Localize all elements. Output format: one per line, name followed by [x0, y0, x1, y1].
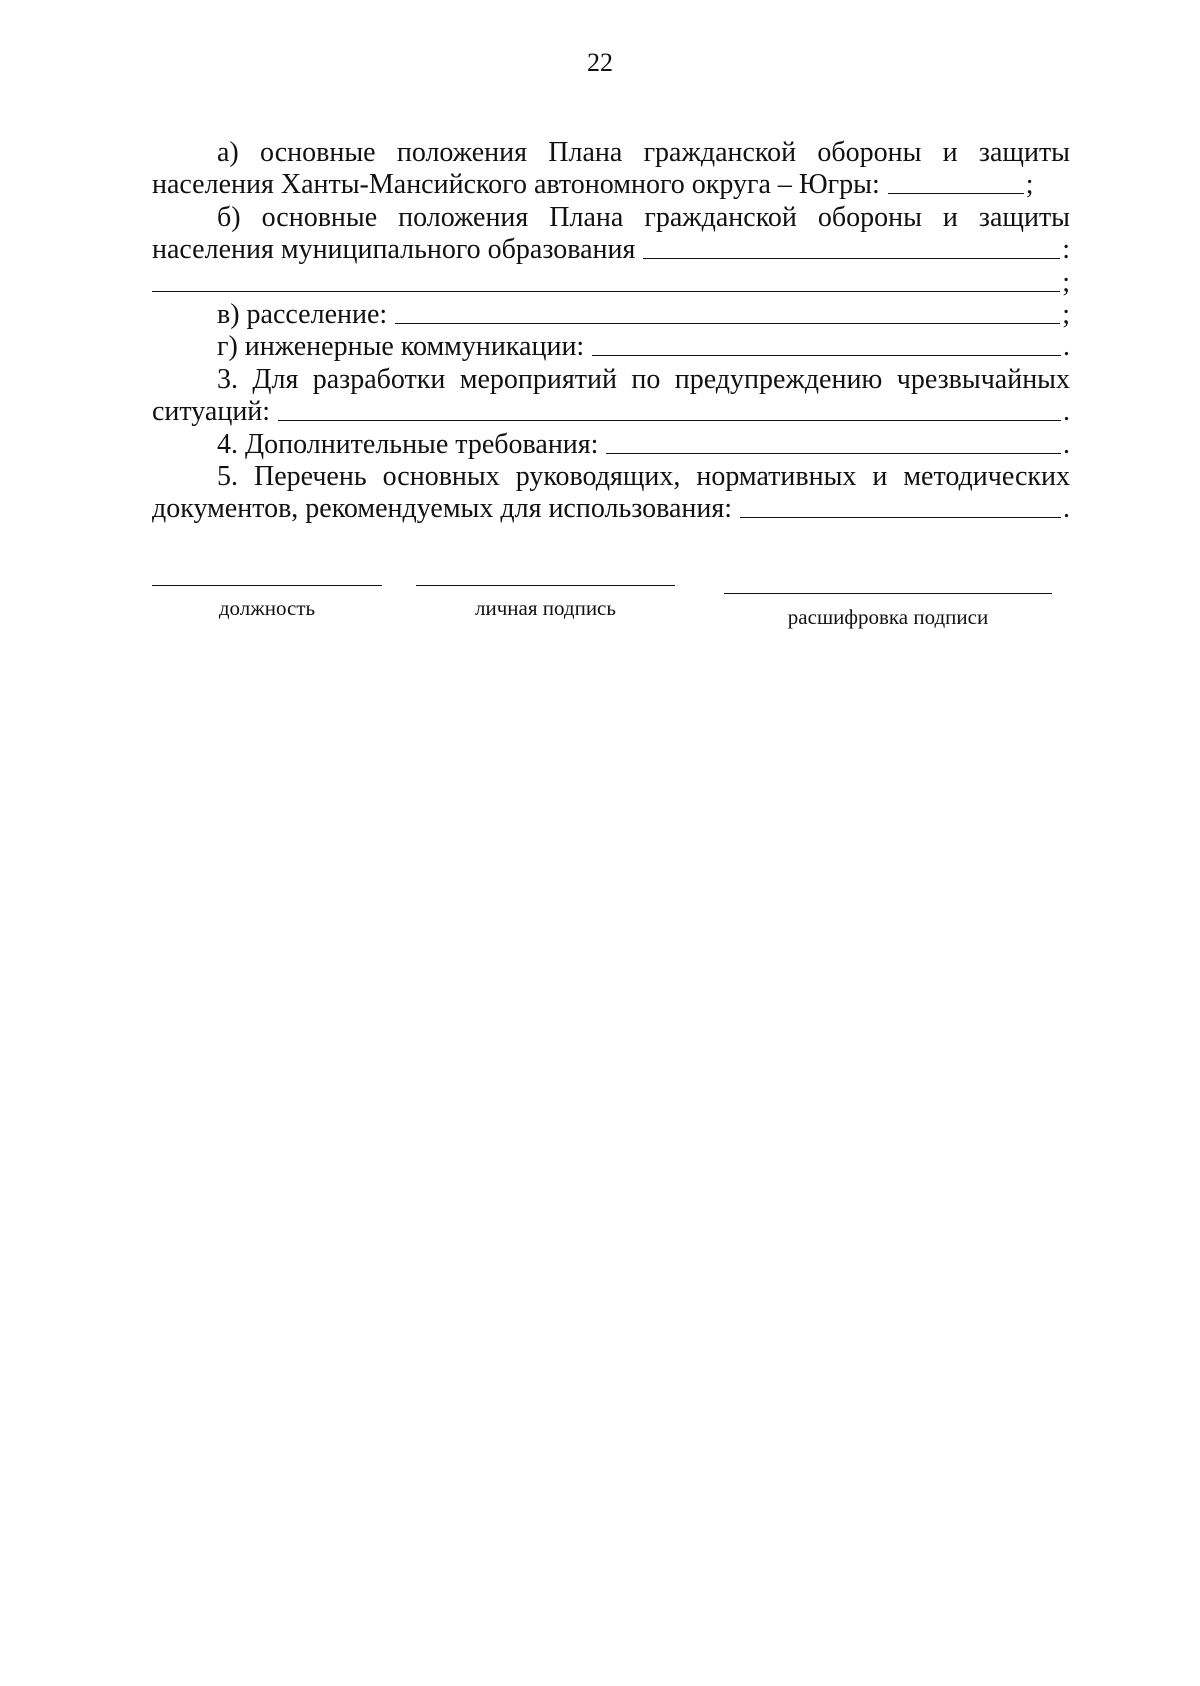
item-3-punct: . [1063, 396, 1070, 428]
item-5-line-1: 5. Перечень основных руководящих, нормативных и методических [217, 460, 1070, 492]
item-a-punct: ; [1025, 169, 1034, 201]
item-5-punct: . [1063, 493, 1070, 525]
item-b-punct-2: ; [1062, 266, 1070, 298]
item-b-line-2 [152, 234, 1070, 266]
item-v-punct: ; [1062, 298, 1070, 330]
item-b-blank-field-2[interactable] [152, 267, 1060, 292]
item-4-text: 4. Дополнительные требования: [217, 428, 599, 460]
item-5-line-2 [152, 493, 1070, 525]
item-a-blank-field[interactable] [888, 169, 1024, 194]
page-number: 22 [587, 48, 613, 77]
item-b-punct: : [1062, 234, 1070, 266]
item-5-blank-field[interactable] [740, 493, 1061, 518]
item-4-blank-field[interactable] [606, 429, 1061, 454]
item-b-line-3 [152, 267, 1070, 299]
item-g-line [152, 331, 1070, 363]
signature-blank-field[interactable] [416, 585, 675, 586]
signature-personal [416, 585, 675, 620]
item-a-line-1: а) основные положения Плана гражданской обороны и защиты [217, 137, 1070, 168]
item-g-punct: . [1063, 331, 1070, 363]
signature-label: личная подпись [475, 596, 616, 620]
item-3-line-1: 3. Для разработки мероприятий по предупреждению чрезвычайных [217, 363, 1070, 395]
item-g-blank-field[interactable] [592, 331, 1061, 356]
item-3-text: ситуаций: [152, 396, 271, 428]
item-4-line [152, 429, 1070, 461]
signature-name [724, 585, 1052, 629]
item-a-line-2 [152, 169, 1070, 201]
position-blank-field[interactable] [152, 585, 382, 586]
item-b-text: населения муниципального образования [152, 234, 636, 266]
item-v-blank-field[interactable] [395, 299, 1060, 324]
item-5-text: документов, рекомендуемых для использования: [152, 493, 733, 525]
item-a-text: населения Ханты-Мансийского автономного округа – Югры: [152, 169, 880, 201]
item-3-line-2 [152, 396, 1070, 428]
name-label: расшифровка подписи [787, 605, 989, 629]
item-g-text: г) инженерные коммуникации: [217, 331, 585, 363]
signature-position [152, 585, 382, 620]
signature-block [0, 585, 1200, 645]
item-b-line-1: б) основные положения Плана гражданской обороны и защиты [217, 201, 1070, 233]
form-body [152, 137, 1070, 526]
item-b-blank-field[interactable] [643, 234, 1060, 259]
position-label: должность [218, 596, 316, 620]
item-4-punct: . [1063, 428, 1070, 460]
name-blank-field[interactable] [724, 593, 1052, 594]
item-3-blank-field[interactable] [278, 396, 1061, 421]
item-v-line [152, 299, 1070, 331]
item-v-text: в) расселение: [217, 298, 388, 330]
